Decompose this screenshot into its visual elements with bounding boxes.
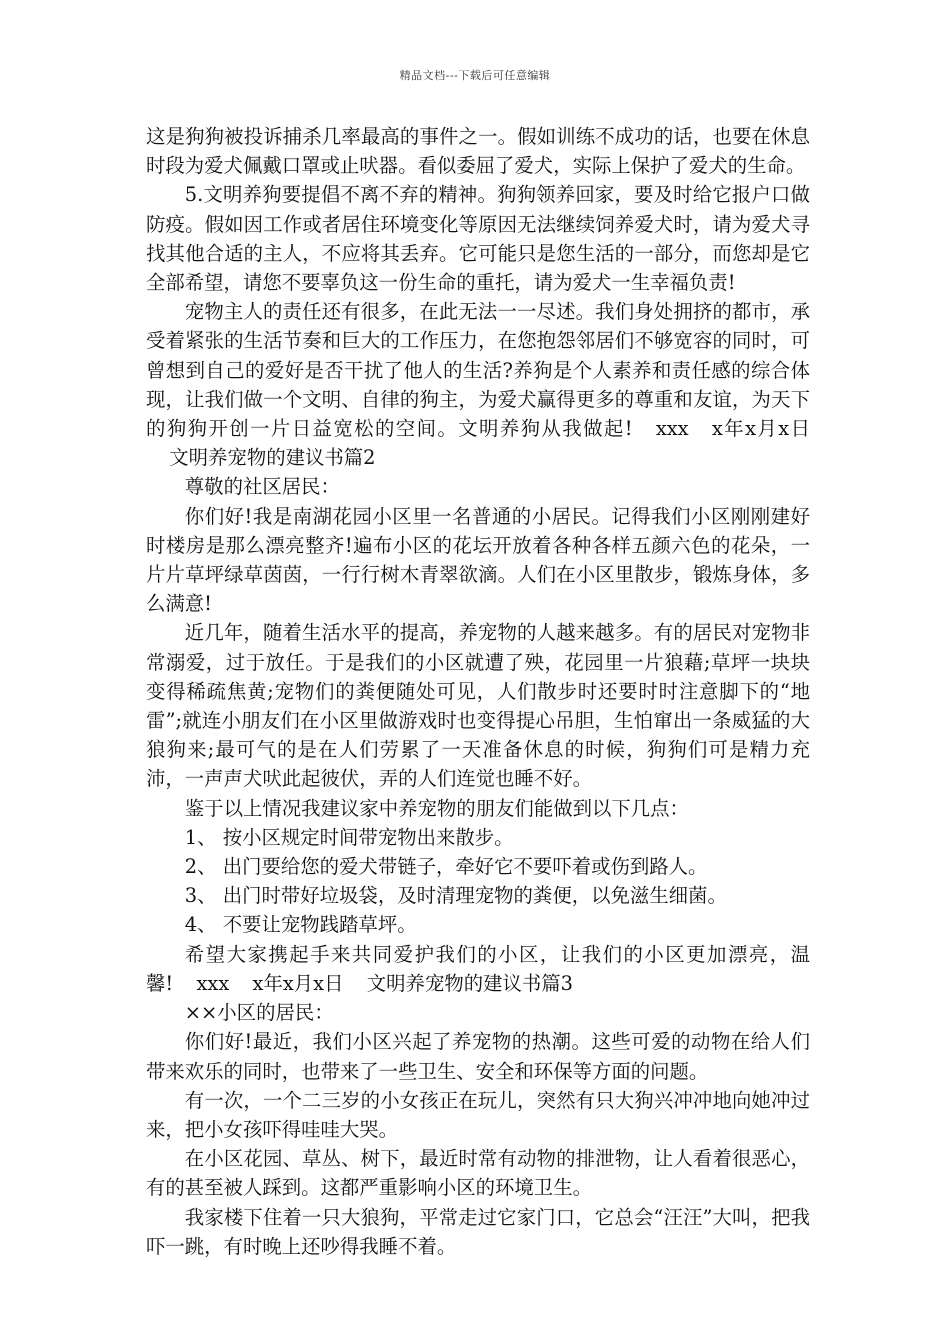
paragraph: 在小区花园、草丛、树下，最近时常有动物的排泄物，让人看着很恶心，有的甚至被人踩到。这都严重影响小区的环境卫生。 — [146, 1147, 810, 1200]
paragraph: 鉴于以上情况我建议家中养宠物的朋友们能做到以下几点： — [184, 796, 689, 820]
section-title: 文明养宠物的建议书篇3 — [366, 971, 574, 995]
paragraph — [146, 297, 810, 472]
page-header: 精品文档---下载后可任意编辑 — [399, 69, 551, 82]
paragraph: 近几年，随着生活水平的提高，养宠物的人越来越多。有的居民对宠物非常溺爱，过于放任。于是我们的小区就遭了殃，花园里一片狼藉;草坪一块块变得稀疏焦黄;宠物们的粪便随处可见，人们散步时还要时时注意脚下的“地雷”;就连小朋友们在小区里做游戏时也变得提心吊胆，生怕窜出一条威猛的大狼狗来;最可气的是在人们劳累了一天准备休息的时候，狗狗们可是精力充沛，一声声犬吠此起彼伏，弄的人们连觉也睡不好。 — [146, 621, 810, 791]
section-title: 文明养宠物的建议书篇2 — [169, 446, 376, 470]
signature: xxx — [196, 971, 230, 995]
date: x年x月x日 — [711, 417, 810, 441]
list-item: 1、 按小区规定时间带宠物出来散步。 — [184, 825, 514, 849]
paragraph — [146, 940, 810, 998]
paragraph: 这是狗狗被投诉捕杀几率最高的事件之一。假如训练不成功的话，也要在休息时段为爱犬佩戴口罩或止吠器。看似委屈了爱犬，实际上保护了爱犬的生命。 — [146, 125, 810, 178]
paragraph-text: 宠物主人的责任还有很多，在此无法一一尽述。我们身处拥挤的都市，承受着紧张的生活节奏和巨大的工作压力，在您抱怨邻居们不够宽容的同时，可曾想到自己的爱好是否干扰了他人的生活?养狗是个人素养和责任感的综合体现，让我们做一个文明、自律的狗主，为爱犬赢得更多的尊重和友谊，为天下的狗狗开创一片日益宽松的空间。文明养狗从我做起! — [146, 300, 810, 441]
signature: xxx — [655, 417, 689, 441]
salutation: ××小区的居民： — [184, 1001, 334, 1025]
paragraph: 你们好!最近，我们小区兴起了养宠物的热潮。这些可爱的动物在给人们带来欢乐的同时，也带来了一些卫生、安全和环保等方面的问题。 — [146, 1030, 810, 1083]
paragraph-text: 希望大家携起手来共同爱护我们的小区，让我们的小区更加漂亮，温馨! — [146, 942, 810, 995]
document-body — [146, 122, 810, 1261]
list-item: 3、 出门时带好垃圾袋，及时清理宠物的粪便，以免滋生细菌。 — [184, 884, 727, 908]
paragraph: 5.文明养狗要提倡不离不弃的精神。狗狗领养回家，要及时给它报户口做防疫。假如因工作或者居住环境变化等原因无法继续饲养爱犬时，请为爱犬寻找其他合适的主人，不应将其丢弃。它可能只是您生活的一部分，而您却是它全部希望，请您不要辜负这一份生命的重托，请为爱犬一生幸福负责! — [146, 183, 810, 295]
list-item: 2、 出门要给您的爱犬带链子，牵好它不要吓着或伤到路人。 — [184, 855, 708, 879]
date: x年x月x日 — [252, 971, 344, 995]
list-item: 4、 不要让宠物践踏草坪。 — [184, 913, 417, 937]
paragraph: 有一次，一个二三岁的小女孩正在玩儿，突然有只大狗兴冲冲地向她冲过来，把小女孩吓得哇哇大哭。 — [146, 1088, 810, 1141]
salutation: 尊敬的社区居民： — [184, 475, 340, 499]
paragraph: 我家楼下住着一只大狼狗，平常走过它家门口，它总会“汪汪”大叫，把我吓一跳，有时晚上还吵得我睡不着。 — [146, 1205, 810, 1258]
paragraph: 你们好!我是南湖花园小区里一名普通的小居民。记得我们小区刚刚建好时楼房是那么漂亮整齐!遍布小区的花坛开放着各种各样五颜六色的花朵，一片片草坪绿草茵茵，一行行树木青翠欲滴。人们在小区里散步，锻炼身体，多么满意! — [146, 504, 810, 616]
